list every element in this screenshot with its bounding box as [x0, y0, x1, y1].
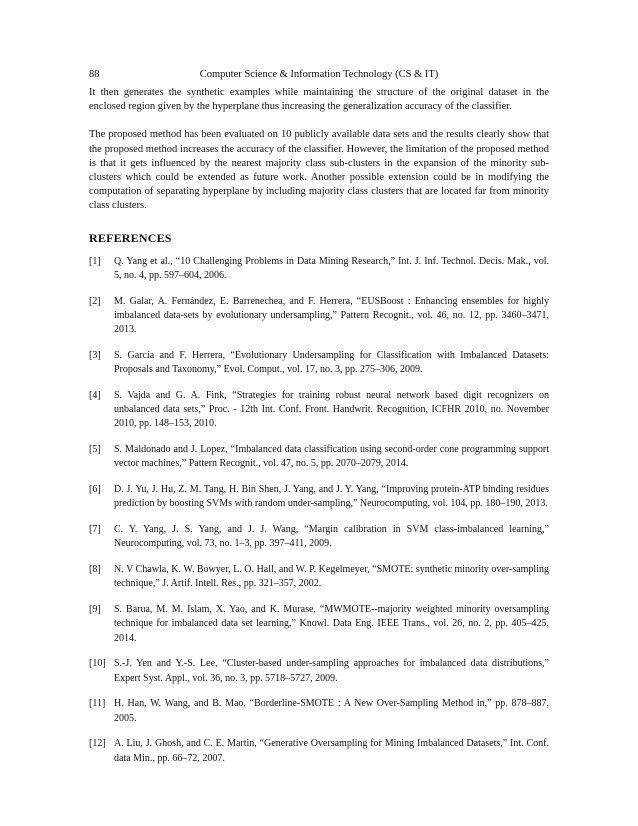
reference-item	[89, 603, 549, 646]
reference-number: [12]	[89, 738, 106, 750]
reference-text: S. Vajda and G. A. Fink, “Strategies for training robust neural network based digit recognizers on unbalanced data sets,” Proc. - 12th Int. Conf. Front. Handwrit. Recognition, ICFHR 2010, no. November 2010, pp. 148–153, 2010.	[114, 390, 549, 430]
reference-item	[89, 483, 549, 511]
reference-number: [2]	[89, 295, 101, 307]
reference-number: [6]	[89, 484, 101, 496]
reference-item	[89, 349, 549, 377]
reference-text: Q. Yang et al., “10 Challenging Problems in Data Mining Research,” Int. J. Inf. Technol. Decis. Mak., vol. 5, no. 4, pp. 597–604, 2006.	[114, 255, 549, 282]
reference-item	[89, 657, 549, 685]
body-paragraph: It then generates the synthetic examples while maintaining the structure of the original dataset in the enclosed region given by the hyperplane thus increasing the generalization accuracy of the classifier.	[89, 87, 549, 113]
reference-text: D. J. Yu, J. Hu, Z. M. Tang, H. Bin Shen, J. Yang, and J. Y. Yang, “Improving protein-ATP binding residues prediction by boosting SVMs with random under-sampling,” Neurocomputing, vol. 104, pp. 180–190, 2013.	[114, 484, 549, 510]
reference-number: [8]	[89, 564, 101, 576]
reference-text: S. García and F. Herrera, “Evolutionary Undersampling for Classification with Imbalanced Datasets: Proposals and Taxonomy,” Evol. Comput., vol. 17, no. 3, pp. 275–306, 2009.	[114, 350, 549, 376]
references-heading: REFERENCES	[89, 230, 172, 245]
reference-item	[89, 737, 549, 765]
reference-item	[89, 389, 549, 432]
reference-item	[89, 295, 549, 338]
running-title: Computer Science & Information Technology (CS & IT)	[199, 69, 439, 80]
reference-item	[89, 563, 549, 591]
reference-text: M. Galar, A. Fernández, E. Barrenechea, and F. Herrera, “EUSBoost : Enhancing ensembles for highly imbalanced data-sets by evolutionary undersampling,” Pattern Recognit., vol. 46, no. 12, pp. 3460–3471, 2013.	[114, 295, 549, 336]
reference-text: S. Barua, M. M. Islam, X. Yao, and K. Murase, “MWMOTE--majority weighted minority oversampling technique for imbalanced data set learning,” Knowl. Data Eng. IEEE Trans., vol. 26, no. 2, pp. 405–425, 2014.	[114, 604, 549, 644]
reference-number: [7]	[89, 524, 101, 536]
page-number: 88	[89, 69, 100, 80]
reference-list	[89, 255, 549, 766]
reference-text: A. Liu, J. Ghosh, and C. E. Martin, “Generative Oversampling for Mining Imbalanced Datasets,” Int. Conf. data Min., pp. 66–72, 2007.	[114, 738, 549, 764]
reference-item	[89, 255, 549, 283]
reference-item	[89, 443, 549, 471]
reference-number: [11]	[89, 698, 106, 710]
reference-text: S.-J. Yen and Y.-S. Lee, “Cluster-based under-sampling approaches for imbalanced data distributions,” Expert Syst. Appl., vol. 36, no. 3, pp. 5718–5727, 2009.	[114, 658, 549, 684]
reference-number: [5]	[89, 444, 101, 456]
reference-number: [4]	[89, 390, 101, 402]
reference-number: [1]	[89, 255, 101, 267]
reference-number: [10]	[89, 658, 106, 670]
reference-text: S. Maldonado and J. Lopez, “Imbalanced data classification using second-order cone programming support vector machines,” Pattern Recognit., vol. 47, no. 5, pp. 2070–2079, 2014.	[114, 444, 549, 470]
reference-number: [9]	[89, 604, 101, 616]
reference-item	[89, 523, 549, 551]
reference-number: [3]	[89, 350, 101, 362]
body-paragraph: The proposed method has been evaluated on 10 publicly available data sets and the results clearly show that the proposed method increases the accuracy of the classifier. However, the limitation of the proposed method is that it gets influenced by the nearest majority class sub-clusters in the expansion of the minority sub-clusters which could be extended as future work. Another possible extension could be in modifying the computation of separating hyperplane by including majority class clusters that are located far from minority class clusters.	[89, 129, 549, 212]
reference-text: H. Han, W. Wang, and B. Mao, “Borderline-SMOTE : A New Over-Sampling Method in,” pp. 878–887, 2005.	[114, 698, 549, 724]
reference-item	[89, 697, 549, 725]
reference-text: C. Y. Yang, J. S. Yang, and J. J. Wang, “Margin calibration in SVM class-imbalanced learning,” Neurocomputing, vol. 73, no. 1–3, pp. 397–411, 2009.	[114, 524, 549, 550]
page-body	[89, 86, 549, 777]
reference-text: N. V Chawla, K. W. Bowyer, L. O. Hall, and W. P. Kegelmeyer, “SMOTE: synthetic minority over-sampling technique,” J. Artif. Intell. Res., pp. 321–357, 2002.	[114, 564, 549, 590]
